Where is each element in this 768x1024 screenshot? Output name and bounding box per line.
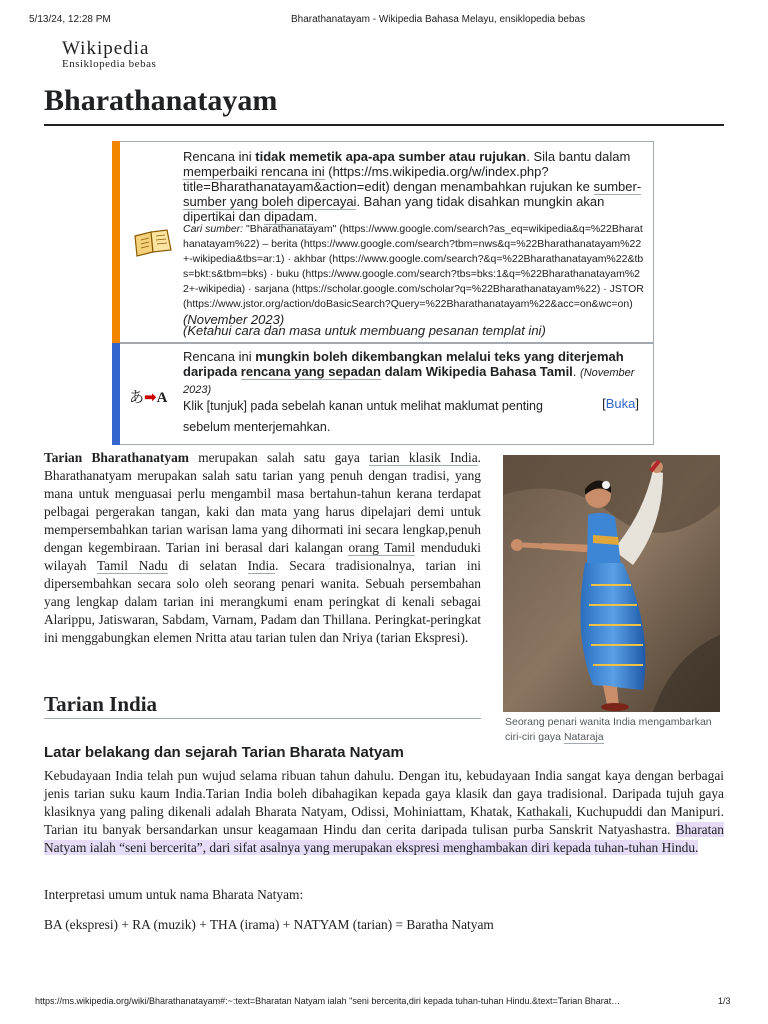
expand-button[interactable]: Buka [605, 396, 636, 411]
tamil-nadu-link[interactable]: Tamil Nadu [96, 558, 168, 573]
history-paragraph: Kebudayaan India telah pun wujud selama ribuan tahun dahulu. Dengan itu, kebudayaan India sangat kaya dengan berbagai jenis tarian suku kaum India.Tarian India boleh dibahagikan kepada gaya klasik dan gaya tradisional. Daripada tujuh gaya klasiknya yang paling dikenali adalah Bharata Natyam, Odissi, Mohiniattam, Khatak, Kathakali, Kuchupuddi dan Manipuri. Tarian itu banyak bersandarkan unsur keagamaan Hindu dan cerita daripada tulisan purba Sanskrit Natyashastra. Bharatan Natyam ialah “seni bercerita”, dari sifat asalnya yang merupakan ekspresi menghambakan diri kepada tuhan-tuhan Hindu. [44, 768, 725, 855]
no-sources-notice [112, 141, 654, 343]
india-link[interactable]: India [247, 558, 276, 573]
photo-caption: Seorang penari wanita India mengambarkan ciri-ciri gaya Nataraja [505, 716, 712, 743]
corresponding-article-link[interactable]: rencana yang sepadan [240, 364, 381, 379]
dancer-photo[interactable] [503, 455, 720, 712]
translate-icon: あ➡A [129, 388, 168, 406]
kathakali-link[interactable]: Kathakali [516, 804, 569, 819]
page-title: Bharathanatayam [44, 84, 278, 117]
notice-date: (November 2023) [183, 367, 635, 396]
notice-bar [112, 141, 120, 343]
section-rule [44, 718, 481, 719]
nataraja-link[interactable]: Nataraja [563, 731, 604, 743]
logo-wordmark: Wikipedia [62, 38, 150, 59]
find-sources: Cari sumber: "Bharathanatayam" (https://www.google.com/search?as_eq=wikipedia&q=%22Bharathanatayam%22) – berita (https://www.google.com/search?tbm=nws&q=%22Bharathanatayam%22+-wikipedia&tbs=ar:1) · akhbar (https://www.google.com/search?&q=%22Bharathanatayam%22&tbs=bkt:s&tbm=bks) · buku (https://www.google.com/search?tbs=bks:1&q=%22Bharathanatayam%22+-wikipedia) · sarjana (https://scholar.google.com/scholar?q=%22Bharathanatayam%22) · JSTOR (https://www.jstor.org/action/doBasicSearch?Query=%22Bharathanatayam%22&acc=on&wc=on) (November 2023) [183, 223, 644, 327]
deletion-link[interactable]: dipadam [263, 209, 314, 224]
title-underline [44, 124, 724, 126]
reliable-sources-link[interactable]: sumber-sumber yang boleh dipercayai [183, 179, 642, 209]
notice-main-text: Rencana ini tidak memetik apa-apa sumber atau rujukan. Sila bantu dalam memperbaiki rencana ini (https://ms.wikipedia.org/w/index.php?title=Bharathanatayam&action=edit) dengan menambahkan rujukan ke sumber-sumber yang boleh dipercayai. Bahan yang tidak disahkan mungkin akan dipertikai dan dipadam. [183, 149, 642, 224]
classical-dance-link[interactable]: tarian klasik India [369, 450, 478, 465]
interpretation-intro: Interpretasi umum untuk nama Bharata Natyam: [44, 887, 304, 902]
translate-instruction: Klik [tunjuk] pada sebelah kanan untuk melihat maklumat penting sebelum menterjemahkan. [183, 399, 543, 434]
highlighted-text: Bharatan Natyam ialah “seni bercerita”, dari sifat asalnya yang merupakan ekspresi menghambakan diri kepada tuhan-tuhan Hindu. [44, 822, 724, 855]
translate-main-text: Rencana ini mungkin boleh dikembangkan melalui teks yang diterjemah daripada rencana yang sepadan dalam Wikipedia Bahasa Tamil. (November 2023) [183, 349, 635, 396]
wikipedia-logo[interactable] [58, 38, 178, 74]
notice-bar [112, 343, 120, 445]
notice-date: (November 2023) [183, 312, 285, 327]
print-datetime: 5/13/24, 12:28 PM [29, 14, 111, 25]
interpretation-formula: BA (ekspresi) + RA (muzik) + THA (irama) + NATYAM (tarian) = Baratha Natyam [44, 917, 494, 932]
intro-paragraph: Tarian Bharathanatyam merupakan salah satu gaya tarian klasik India. Bharathanatyam merupakan salah satu tarian yang penuh dengan tradisi, yang mana untuk menguasai perlu mengambil masa bertahun-tahun kerana terdapat pelbagai pergerakan tangan, kaki dan mata yang harus dipelajari demi untuk mempersembahkan tarian warisan lama yang dihormati ini secara lengkap,penuh dengan kegembiraan. Tarian ini berasal dari kalangan orang Tamil menduduki wilayah Tamil Nadu di selatan India. Secara tradisionalnya, tarian ini dipersembahkan secara solo oleh seorang penari wanita. Sebuah persembahan yang lengkap dalam tarian ini merangkumi enam peringkat di kenali sebagai Alarippu, Jatiswaran, Sabdam, Varnam, Padam dan Thillana. Peringkat-peringkat ini menggabungkan elemen Nritta atau tarian tulen dan Nriya (tarian Ekspresi). [44, 450, 481, 645]
print-page-number: 1/3 [718, 996, 731, 1006]
book-icon [133, 226, 173, 263]
logo-tagline: Ensiklopedia bebas [62, 58, 157, 70]
print-page-title: Bharathanatayam - Wikipedia Bahasa Melayu, ensiklopedia bebas [291, 14, 586, 25]
print-url: https://ms.wikipedia.org/wiki/Bharathanatayam#:~:text=Bharatan Natyam ialah "seni bercerita,diri kepada tuhan-tuhan Hindu.&text=Tarian Bharat… [35, 996, 621, 1006]
expand-toggle[interactable]: [Buka] [602, 396, 639, 411]
find-sources-links[interactable]: "Bharathanatayam" (https://www.google.com/search?as_eq=wikipedia&q=%22Bharathanatayam%22) – berita (https://www.google.com/search?tbm=nws&q=%22Bharathanatayam%22+-wikipedia&tbs=ar:1) · akhbar (https://www.google.com/search?&q=%22Bharathanatayam%22&tbs=bkt:s&tbm=bks) · buku (https://www.google.com/search?tbs=bks:1&q=%22Bharathanatayam%22+-wikipedia) · sarjana (https://scholar.google.com/scholar?q=%22Bharathanatayam%22) · JSTOR (https://www.jstor.org/action/doBasicSearch?Query=%22Bharathanatayam%22&acc=on&wc=on) [183, 223, 644, 310]
translate-notice [112, 343, 654, 445]
section-heading-tarian-india: Tarian India [44, 692, 158, 716]
howto-link[interactable]: (Ketahui cara dan masa untuk membuang pesanan templat ini) [183, 323, 546, 338]
improve-article-link[interactable]: memperbaiki rencana ini [183, 164, 325, 179]
tamil-people-link[interactable]: orang Tamil [348, 540, 416, 555]
subsection-heading-latar-belakang: Latar belakang dan sejarah Tarian Bharata Natyam [44, 744, 404, 761]
notice-howto [183, 323, 645, 338]
